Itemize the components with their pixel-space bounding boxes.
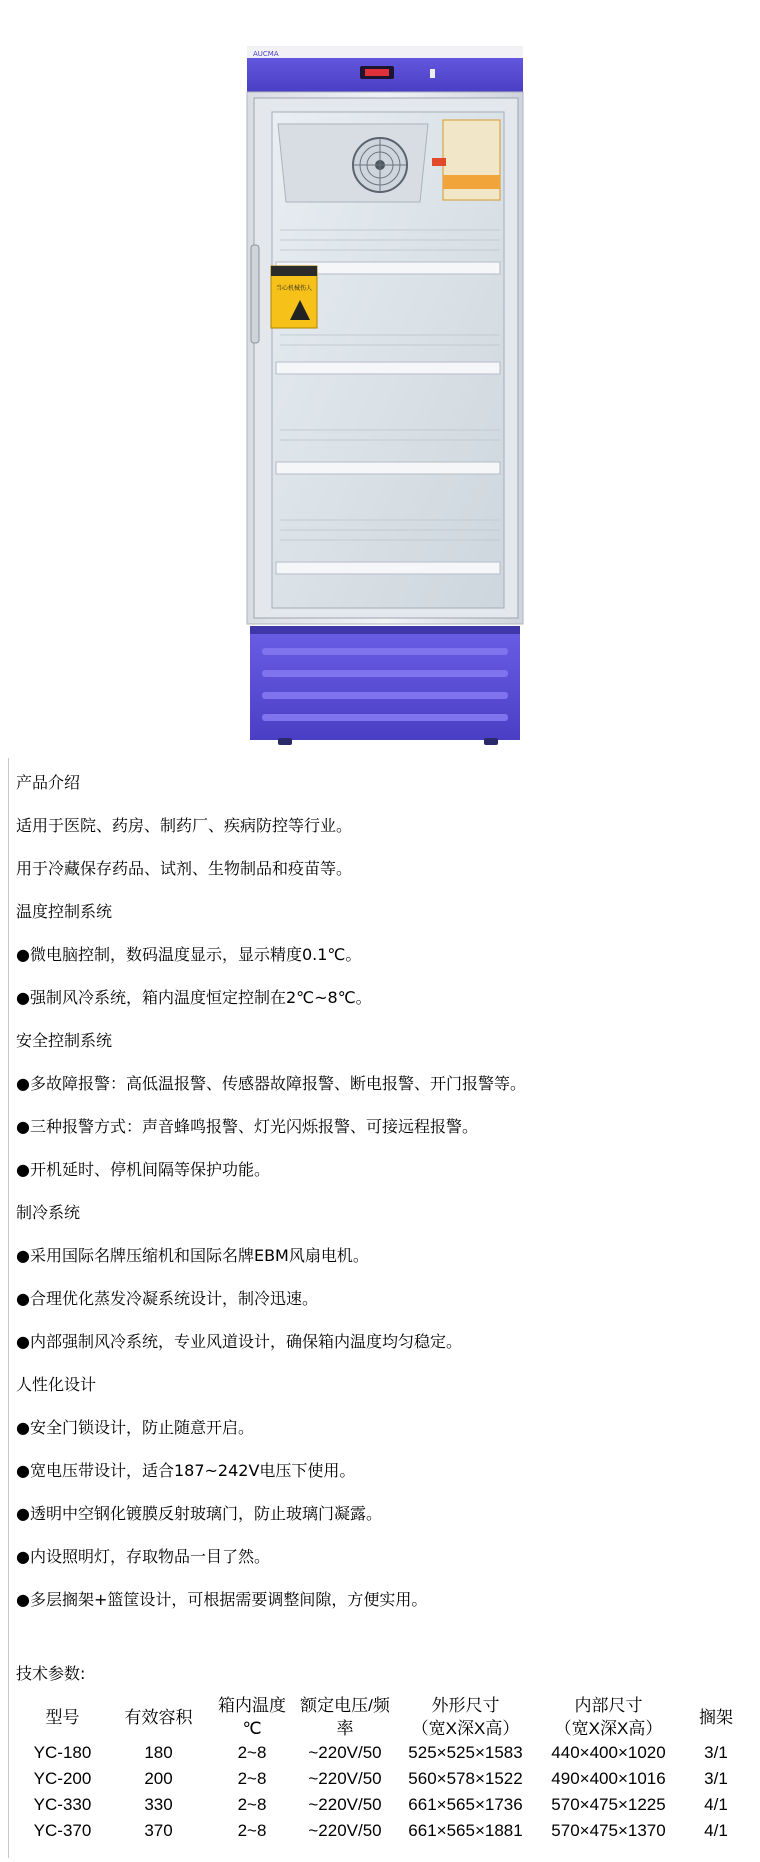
table-cell: 490×400×1016 bbox=[551, 1769, 666, 1788]
feature-bullet: ●内设照明灯，存取物品一目了然。 bbox=[16, 1547, 270, 1566]
feature-bullet: ●多层搁架+篮筐设计，可根据需要调整间隙，方便实用。 bbox=[16, 1590, 428, 1609]
section-heading-refrigeration: 制冷系统 bbox=[16, 1203, 81, 1222]
table-cell: ~220V/50 bbox=[308, 1769, 382, 1788]
header-voltage: 额定电压/频 率 bbox=[300, 1696, 390, 1738]
brand-logo: AUCMA bbox=[253, 50, 279, 58]
table-cell: YC-370 bbox=[33, 1821, 92, 1840]
table-cell: 180 bbox=[144, 1743, 173, 1762]
table-cell: 440×400×1020 bbox=[551, 1743, 666, 1762]
section-heading-product-intro: 产品介绍 bbox=[16, 773, 81, 792]
spec-table bbox=[16, 1694, 752, 1844]
spec-table-header-row bbox=[16, 1694, 752, 1740]
feature-bullet: ●强制风冷系统，箱内温度恒定控制在2℃~8℃。 bbox=[16, 988, 372, 1007]
table-cell: 570×475×1370 bbox=[551, 1821, 666, 1840]
feature-bullet: ●合理优化蒸发冷凝系统设计，制冷迅速。 bbox=[16, 1289, 318, 1308]
table-cell: 3/1 bbox=[704, 1743, 728, 1762]
feature-bullet: ●多故障报警：高低温报警、传感器故障报警、断电报警、开门报警等。 bbox=[16, 1074, 526, 1093]
header-inner-size: 内部尺寸 （宽X深X高） bbox=[554, 1696, 663, 1738]
table-cell: ~220V/50 bbox=[308, 1821, 382, 1840]
feature-bullet: ●宽电压带设计，适合187~242V电压下使用。 bbox=[16, 1461, 356, 1480]
feature-bullet: ●微电脑控制，数码温度显示，显示精度0.1℃。 bbox=[16, 945, 362, 964]
table-cell: 2~8 bbox=[237, 1743, 267, 1762]
table-cell: 2~8 bbox=[237, 1821, 267, 1840]
key-lock-icon bbox=[430, 69, 435, 78]
table-cell: 661×565×1881 bbox=[408, 1821, 523, 1840]
spec-section-title: 技术参数: bbox=[16, 1664, 86, 1683]
section-heading-human-design: 人性化设计 bbox=[16, 1375, 97, 1394]
table-row bbox=[16, 1766, 752, 1792]
foot-right bbox=[484, 738, 498, 745]
table-cell: ~220V/50 bbox=[308, 1795, 382, 1814]
intro-text: 用于冷藏保存药品、试剂、生物制品和疫苗等。 bbox=[16, 859, 353, 878]
feature-bullet: ●透明中空钢化镀膜反射玻璃门，防止玻璃门凝露。 bbox=[16, 1504, 382, 1523]
feature-bullet: ●安全门锁设计，防止随意开启。 bbox=[16, 1418, 254, 1437]
table-cell: 525×525×1583 bbox=[408, 1743, 523, 1762]
table-cell: ~220V/50 bbox=[308, 1743, 382, 1762]
table-row bbox=[16, 1818, 752, 1844]
feature-bullet: ●内部强制风冷系统，专业风道设计，确保箱内温度均匀稳定。 bbox=[16, 1332, 462, 1351]
table-cell: 4/1 bbox=[704, 1795, 728, 1814]
feature-bullet: ●开机延时、停机间隔等保护功能。 bbox=[16, 1160, 270, 1179]
warning-label-text: 当心机械伤人 bbox=[276, 285, 313, 292]
table-cell: 370 bbox=[144, 1821, 173, 1840]
foot-left bbox=[278, 738, 292, 745]
header-temperature: 箱内温度 ℃ bbox=[218, 1696, 286, 1738]
table-cell: 2~8 bbox=[237, 1769, 267, 1788]
base-grille bbox=[250, 626, 520, 740]
table-cell: 560×578×1522 bbox=[408, 1769, 523, 1788]
header-capacity: 有效容积 bbox=[124, 1707, 193, 1727]
section-heading-temperature-control: 温度控制系统 bbox=[16, 902, 113, 921]
feature-bullet: ●采用国际名牌压缩机和国际名牌EBM风扇电机。 bbox=[16, 1246, 369, 1265]
table-cell: YC-180 bbox=[33, 1743, 92, 1762]
door-handle bbox=[251, 245, 259, 343]
table-row bbox=[16, 1740, 752, 1766]
table-cell: 661×565×1736 bbox=[408, 1795, 523, 1814]
header-shelves: 搁架 bbox=[699, 1707, 733, 1727]
section-heading-safety-control: 安全控制系统 bbox=[16, 1031, 113, 1050]
feature-bullet: ●三种报警方式：声音蜂鸣报警、灯光闪烁报警、可接远程报警。 bbox=[16, 1117, 478, 1136]
table-cell: YC-200 bbox=[33, 1769, 92, 1788]
table-cell: 2~8 bbox=[237, 1795, 267, 1814]
intro-text: 适用于医院、药房、制药厂、疾病防控等行业。 bbox=[16, 816, 353, 835]
table-cell: 3/1 bbox=[704, 1769, 728, 1788]
table-row bbox=[16, 1792, 752, 1818]
table-cell: 4/1 bbox=[704, 1821, 728, 1840]
product-image-refrigerator bbox=[0, 0, 760, 750]
table-cell: 330 bbox=[144, 1795, 173, 1814]
table-cell: YC-330 bbox=[33, 1795, 92, 1814]
table-cell: 200 bbox=[144, 1769, 173, 1788]
header-outer-size: 外形尺寸 （宽X深X高） bbox=[411, 1696, 520, 1738]
content-border bbox=[8, 758, 9, 1858]
table-cell: 570×475×1225 bbox=[551, 1795, 666, 1814]
header-model: 型号 bbox=[45, 1707, 80, 1727]
